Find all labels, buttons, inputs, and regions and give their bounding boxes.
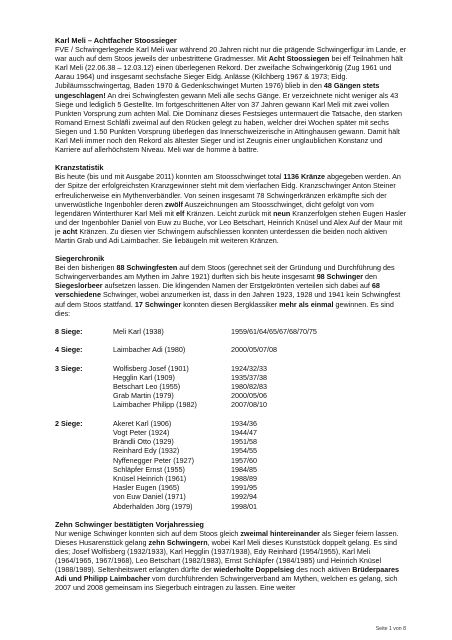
text: als Sieger feiern lassen. Dieses Husarenstück gelang	[55, 528, 399, 547]
win-years-cell	[231, 336, 407, 345]
table-row	[55, 419, 407, 428]
text: gewinnen. Es sind dies:	[55, 299, 394, 318]
winner-name-cell: Betschart Leo (1955)	[113, 381, 181, 391]
text: auf dem Stoos (gerechnet seit der Gründung und Durchführung des Schwingerverbandes am Mythen im Jahre 1921) durften sich bis heute insgesamt	[55, 263, 395, 282]
bold-text: neun	[273, 208, 291, 218]
paragraph-siegerchronik	[55, 263, 407, 318]
wins-count-cell	[55, 456, 113, 465]
winner-name-cell	[113, 410, 231, 419]
table-row	[55, 382, 407, 391]
winners-table	[55, 327, 407, 511]
section-title-kranzstatistik: Kranzstatistik	[55, 163, 104, 173]
win-years-cell	[231, 410, 407, 419]
win-years-cell: 1924/32/33	[231, 363, 267, 373]
bold-text: Acht Stoossiegen	[268, 54, 330, 64]
text: konnten diesen Bergklassiker	[181, 299, 280, 309]
table-row	[55, 474, 407, 483]
table-row	[55, 465, 407, 474]
table-row	[55, 391, 407, 400]
bold-text: zwölf	[164, 199, 183, 209]
winner-name-cell: Vogt Peter (1924)	[113, 427, 170, 437]
win-years-cell: 1980/82/83	[231, 381, 267, 391]
text: An drei Schwingfesten gewann Meli alle sechs Gänge. Er verzeichnete nicht weniger als 43 Siege und lediglich 5 Gestellte. Im fortgeschrittenen Alter von 37 Jahren gewann Karl Meli mit zwei vollen Punkten Vorsprung zum achten Mal. Die Dominanz dieses Festsieges untermauert die Tatsache, den starken Romand Ernest Schläfli zweimal auf den Rücken gelegt zu haben, welcher drei Wochen später mit sechs Siegen und 1.50 Punkten Vorsprung überlegen das Innerschweizerische in Attinghausen gewann. Damit hält Karl Meli immer noch den Rekord als ältester Sieger und ist Zeugnis einer unglaublichen Konstanz und Karriere auf allerhöchstem Niveau. Meli war de homme à battre.	[55, 90, 403, 155]
win-years-cell: 1935/37/38	[231, 372, 267, 382]
table-row	[55, 364, 407, 373]
text: vom durchführenden Schwingerverband am Mythen, welchen es gelang, sich 2007 und 2008 gemeinsam ins Siegerbuch eintragen zu lassen. Eine weiter	[55, 574, 398, 593]
win-years-cell: 1991/95	[231, 483, 257, 493]
wins-count-cell	[55, 483, 113, 492]
bold-text: 98 Schwinger	[316, 272, 364, 282]
table-row	[55, 502, 407, 511]
win-years-cell: 1998/01	[231, 501, 257, 511]
winner-name-cell: Hasler Eugen (1965)	[113, 483, 180, 493]
winner-name-cell: Reinhard Edy (1932)	[113, 446, 180, 456]
section-title-meli: Karl Meli – Achtfacher Stoossieger	[55, 36, 177, 45]
winner-name-cell: Knüsel Heinrich (1961)	[113, 473, 187, 483]
win-years-cell: 2007/08/10	[231, 400, 267, 410]
table-row	[55, 354, 407, 363]
wins-count-cell: 8 Siege:	[55, 326, 83, 336]
bold-text: Brüderpaares Adi und Philipp Laimbacher	[55, 565, 399, 584]
win-years-cell: 1934/36	[231, 418, 257, 428]
paragraph-kranzstatistik	[55, 172, 407, 245]
text: Bei den bisherigen	[55, 263, 117, 273]
bold-text: 68 verschiedene	[55, 281, 380, 300]
text: Kränzen. Leicht zurück mit	[184, 208, 274, 218]
document-page	[55, 36, 407, 593]
wins-count-cell	[55, 474, 113, 483]
bold-text: Siegeslorbeer	[55, 281, 103, 291]
bold-text: 48 Gängen stets ungeschlagen!	[55, 81, 380, 100]
win-years-cell: 2000/05/07/08	[231, 345, 277, 355]
text: Auszeichnungen am Stoosschwinget, dicht gefolgt von vom legendären Winterthurer Karl Meli mit	[55, 199, 374, 218]
text: des noch aktiven	[294, 565, 353, 575]
table-row	[55, 410, 407, 419]
text: Schwinger, wobei anzumerken ist, dass in den Jahren 1923, 1928 und 1941 kein Schwingfest auf dem Stoos stattfand.	[55, 290, 401, 309]
text: abgegeben werden. An der Spitze der erfolgreichsten Kranzgewinner steht mit dem vierfachen Eidg. Kranzschwinger Anton Steiner erfreulicherweise ein Mythenverbändler. Von seinen insgesamt 78 Schwingerkränzen erkämpfte sich der unverwüstliche Ingenbohler deren	[55, 172, 401, 209]
bold-text: acht	[62, 226, 78, 236]
wins-count-cell: 3 Siege:	[55, 363, 83, 373]
wins-count-cell	[55, 446, 113, 455]
winner-name-cell: Schläpfer Ernst (1955)	[113, 464, 185, 474]
text: Kranzerfolgen stehen Eugen Hasler und der Ingenbohler Daniel von Euw zu Buche, vor Leo Betschart, Heinrich Knüsel und Alex Auf der Maur mit je	[55, 208, 407, 236]
win-years-cell: 1957/60	[231, 455, 257, 465]
wins-count-cell	[55, 382, 113, 391]
winner-name-cell	[113, 336, 231, 345]
table-row	[55, 336, 407, 345]
win-years-cell	[231, 354, 407, 363]
winner-name-cell	[113, 354, 231, 363]
win-years-cell: 2000/05/06	[231, 391, 267, 401]
winner-name-cell: Hegglin Karl (1909)	[113, 372, 175, 382]
wins-count-cell: 4 Siege:	[55, 345, 83, 355]
bold-text: wiederholte Doppelsieg	[213, 565, 295, 575]
wins-count-cell	[55, 492, 113, 501]
winner-name-cell: Laimbacher Philipp (1982)	[113, 400, 197, 410]
table-row	[55, 428, 407, 437]
bold-text: 17 Schwinger	[134, 299, 182, 309]
bold-text: elf	[176, 208, 185, 218]
table-row	[55, 446, 407, 455]
text: , wobei Karl Meli dieses Kunststück doppelt gelang. Es sind dies; Josef Wolfisberg (1932/1933), Karl Hegglin (1937/1938), Edy Reinhard (1954/1955), Karl Meli (1964/1965, 1967/1968), Leo Betschart (1982/1983), Ernst Schläpfer (1984/1985) und Heinrich Knüsel (1988/1989). Seltenheitswert erlangten dürfte der	[55, 537, 397, 575]
winner-name-cell: Abderhalden Jörg (1979)	[113, 501, 193, 511]
text: Bis heute (bis und mit Ausgabe 2011) konnten am Stoosschwinget total	[55, 172, 284, 182]
bold-text: 88 Schwingfesten	[116, 263, 178, 273]
text: FVE / Schwingerlegende Karl Meli war während 20 Jahren nicht nur die prägende Schwingerfigur im Lande, er war auch auf dem Stoos jeweils der unbestrittene Gradmesser. Mit	[55, 45, 407, 64]
wins-count-cell	[55, 437, 113, 446]
wins-count-cell	[55, 391, 113, 400]
bold-text: 1136 Kränze	[283, 172, 325, 182]
win-years-cell: 1944/47	[231, 427, 257, 437]
text: den	[363, 272, 378, 282]
wins-count-cell	[55, 428, 113, 437]
paragraph-meli	[55, 45, 407, 154]
text: aufsetzen lassen. Die klingenden Namen der Erstgekrönten verteilen sich dabei auf	[102, 281, 372, 291]
wins-count-cell	[55, 400, 113, 409]
table-row	[55, 437, 407, 446]
winner-name-cell: Wolfisberg Josef (1901)	[113, 363, 189, 373]
text: bei elf Teilnahmen hält Karl Meli (22.06.38 – 12.03.12) einen überlegenen Rekord. Der zweifache Schwingerkönig (Zug 1961 und Aarau 1964) und insgesamt sechsfache Sieger Eidg. Anlässe (Kilchberg 1967 & 1973; Eidg. Jubiläumsschwingertag, Baden 1970 & Gedenkschwinget Murten 1976) blieb in den	[55, 54, 403, 91]
bold-text: zehn Schwingern	[148, 537, 208, 547]
win-years-cell: 1988/89	[231, 473, 257, 483]
win-years-cell: 1954/55	[231, 446, 257, 456]
winner-name-cell: Nyffenegger Peter (1927)	[113, 455, 194, 465]
table-row	[55, 456, 407, 465]
win-years-cell: 1984/85	[231, 464, 257, 474]
table-row	[55, 492, 407, 501]
table-row	[55, 400, 407, 409]
section-title-siegerchronik: Siegerchronik	[55, 254, 105, 264]
wins-count-cell: 2 Siege:	[55, 418, 83, 428]
table-row	[55, 483, 407, 492]
winner-name-cell: Laimbacher Adi (1980)	[113, 345, 186, 355]
wins-count-cell	[55, 502, 113, 511]
winner-name-cell: von Euw Daniel (1971)	[113, 492, 186, 502]
win-years-cell: 1992/94	[231, 492, 257, 502]
section-title-vorjahressieg: Zehn Schwinger bestätigten Vorjahressieg	[55, 519, 204, 529]
winner-name-cell: Akeret Karl (1906)	[113, 418, 172, 428]
table-row	[55, 345, 407, 354]
text: Kränzen. Zu diesen vier Schwingern aufschliessen konnten unterdessen die beiden noch aktiven Martin Grab und Adi Laimbacher. Sie liebäugeln mit weiteren Kränzen.	[55, 226, 388, 245]
bold-text: mehr als einmal	[279, 299, 334, 309]
winner-name-cell: Grab Martin (1979)	[113, 391, 174, 401]
wins-count-cell	[55, 354, 113, 363]
win-years-cell: 1951/58	[231, 437, 257, 447]
table-row	[55, 373, 407, 382]
winner-name-cell: Brändli Otto (1929)	[113, 437, 174, 447]
wins-count-cell	[55, 410, 113, 419]
bold-text: zweimal hintereinander	[240, 528, 320, 538]
wins-count-cell	[55, 336, 113, 345]
wins-count-cell	[55, 465, 113, 474]
win-years-cell: 1959/61/64/65/67/68/70/75	[231, 326, 317, 336]
page-number: Seite 1 von 8	[375, 626, 406, 632]
wins-count-cell	[55, 373, 113, 382]
table-row	[55, 327, 407, 336]
text: Nur wenige Schwinger konnten sich auf dem Stoos gleich	[55, 528, 241, 538]
winner-name-cell: Meli Karl (1938)	[113, 326, 164, 336]
paragraph-vorjahressieg	[55, 529, 407, 593]
